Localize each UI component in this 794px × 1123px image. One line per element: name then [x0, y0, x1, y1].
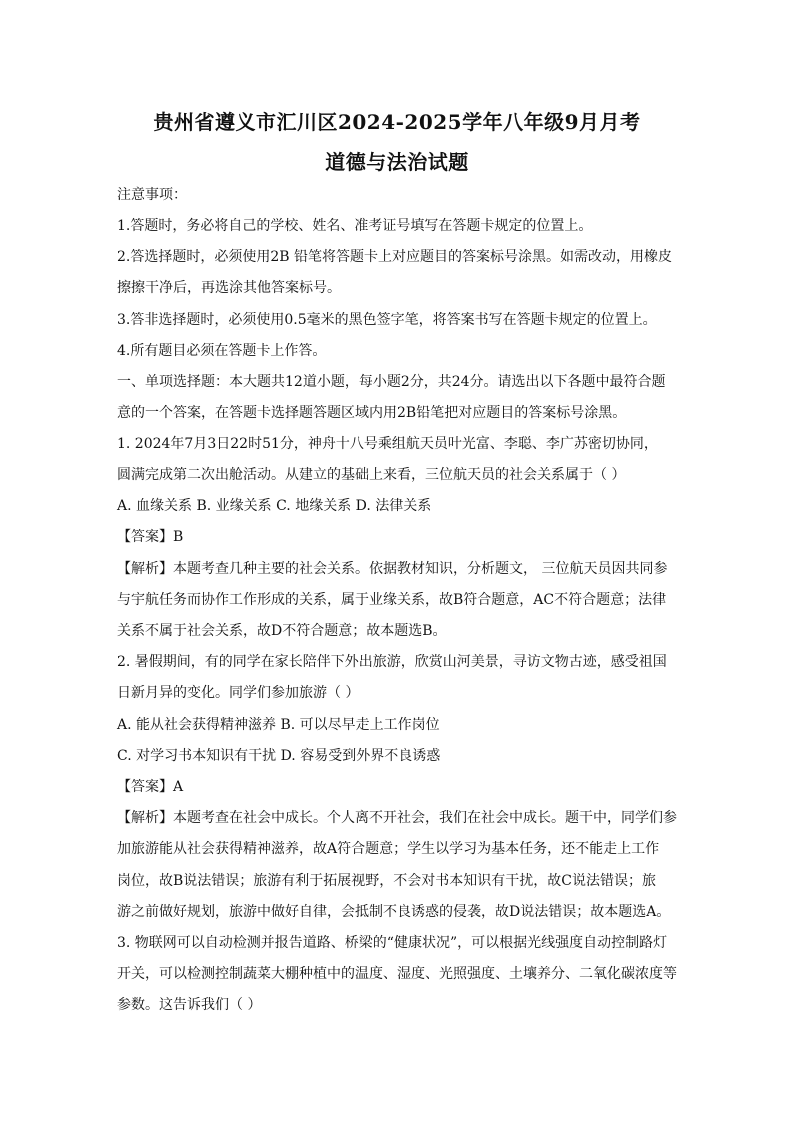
question-2-options: A. 能从社会获得精神滋养 B. 可以尽早走上工作岗位: [117, 717, 440, 733]
question-2-analysis: 岗位，故B说法错误；旅游有利于拓展视野，不会对书本知识有干扰，故C说法错误；旅: [117, 873, 656, 889]
question-1-stem: 圆满完成第二次出舱活动。从建立的基础上来看，三位航天员的社会关系属于（ ）: [117, 467, 626, 483]
question-2-analysis: 【解析】本题考查在社会中成长。个人离不开社会，我们在社会中成长。题干中，同学们参: [117, 810, 677, 826]
question-2-analysis: 加旅游能从社会获得精神滋养，故A符合题意；学生以学习为基本任务，还不能走上工作: [117, 841, 660, 857]
question-1-answer: 【答案】B: [117, 529, 184, 545]
document-title: 贵州省遵义市汇川区2024-2025学年八年级9月月考: [153, 110, 641, 134]
notice-item: 3.答非选择题时，必须使用0.5毫米的黑色签字笔，将答案书写在答题卡规定的位置上。: [117, 312, 657, 328]
question-2-stem: 2. 暑假期间，有的同学在家长陪伴下外出旅游，欣赏山河美景，寻访文物古迹，感受祖国: [117, 654, 667, 670]
document-subtitle: 道德与法治试题: [325, 150, 469, 174]
question-1-analysis: 关系不属于社会关系，故D不符合题意；故本题选B。: [117, 623, 447, 639]
question-1-options: A. 血缘关系 B. 业缘关系 C. 地缘关系 D. 法律关系: [117, 498, 432, 514]
question-1-analysis: 【解析】本题考查几种主要的社会关系。依据教材知识，分析题文， 三位航天员因共同参: [117, 561, 668, 577]
question-1-analysis: 与宇航任务而协作工作形成的关系，属于业缘关系，故B符合题意，AC不符合题意；法律: [117, 592, 667, 608]
notice-header: 注意事项：: [117, 187, 187, 203]
question-2-analysis: 游之前做好规划，旅游中做好自律，会抵制不良诱惑的侵袭，故D说法错误；故本题选A。: [117, 904, 671, 920]
notice-item: 1.答题时，务必将自己的学校、姓名、准考证号填写在答题卡规定的位置上。: [117, 218, 593, 234]
question-3-stem: 开关，可以检测控制蔬菜大棚种植中的温度、湿度、光照强度、土壤养分、二氧化碳浓度等: [117, 966, 677, 982]
notice-item: 4.所有题目必须在答题卡上作答。: [117, 343, 327, 359]
question-2-stem: 日新月异的变化。同学们参加旅游（ ）: [117, 685, 360, 701]
question-2-options: C. 对学习书本知识有干扰 D. 容易受到外界不良诱惑: [117, 748, 441, 764]
question-1-stem: 1. 2024年7月3日22时51分，神舟十八号乘组航天员叶光富、李聪、李广苏密切协同，: [117, 436, 658, 452]
notice-item: 擦擦干净后，再选涂其他答案标号。: [117, 280, 341, 296]
question-3-stem: 3. 物联网可以自动检测并报告道路、桥梁的“健康状况”，可以根据光线强度自动控制路灯: [117, 935, 668, 951]
question-3-stem: 参数。这告诉我们（ ）: [117, 997, 262, 1013]
question-2-answer: 【答案】A: [117, 779, 184, 795]
section-instructions: 一、单项选择题：本大题共12道小题，每小题2分，共24分。请选出以下各题中最符合题: [117, 374, 666, 390]
notice-item: 2.答选择题时，必须使用2B 铅笔将答题卡上对应题目的答案标号涂黑。如需改动，用橡皮: [117, 249, 673, 265]
section-instructions: 意的一个答案，在答题卡选择题答题区域内用2B铅笔把对应题目的答案标号涂黑。: [117, 405, 627, 421]
